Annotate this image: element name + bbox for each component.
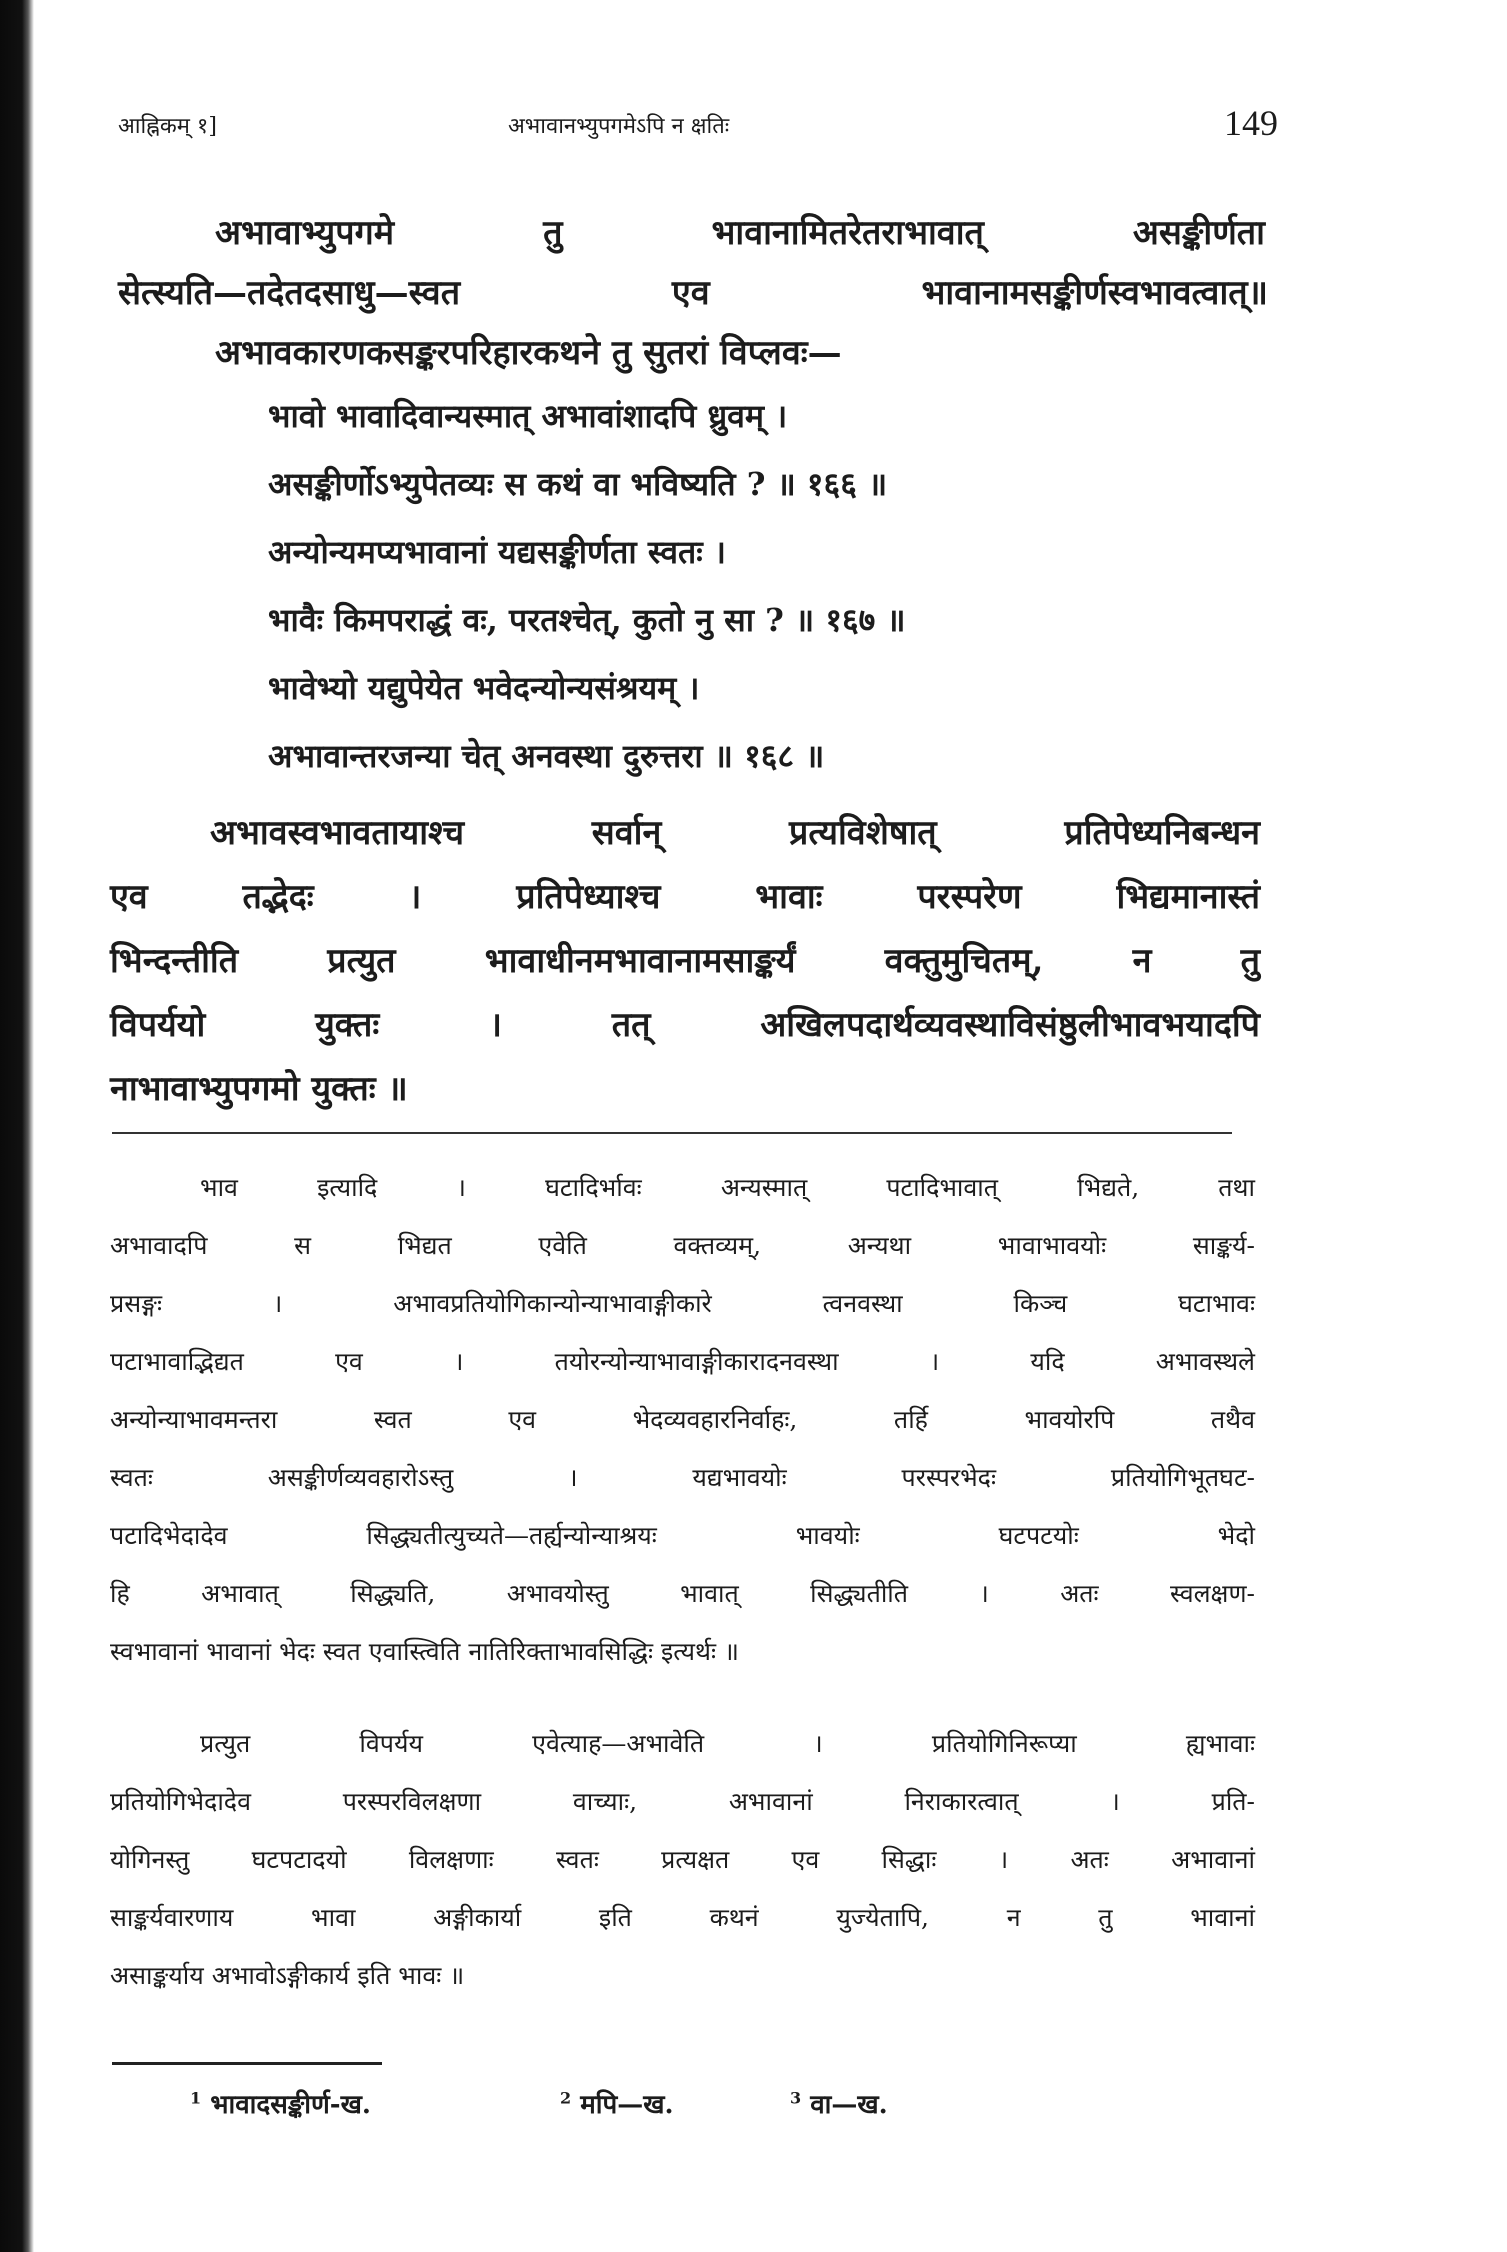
commentary-line: प्रसङ्गः । अभावप्रतियोगिकान्योन्याभावाङ्गीकारे त्वनवस्था किञ्च घटाभावः (110, 1289, 1255, 1318)
commentary-line: पटाभावाद्भिद्यत एव । तयोरन्योन्याभावाङ्गीकारादनवस्था । यदि अभावस्थले (110, 1347, 1255, 1376)
commentary-line: प्रतियोगिभेदादेव परस्परविलक्षणा वाच्याः, अभावानां निराकारत्वात् । प्रति- (110, 1787, 1255, 1816)
commentary-line: हि अभावात् सिद्ध्यति, अभावयोस्तु भावात् सिद्ध्यतीति । अतः स्वलक्षण- (110, 1579, 1255, 1608)
prose-line: अभावाभ्युपगमे तु भावानामितरेतराभावात् असङ्कीर्णता (215, 213, 1265, 253)
verse-line: असङ्कीर्णोऽभ्युपेतव्यः स कथं वा भविष्यति ? ॥ १६६ ॥ (268, 465, 888, 503)
running-header (118, 100, 1278, 150)
verse-line: अन्योन्यमप्यभावानां यद्यसङ्कीर्णता स्वतः । (268, 533, 727, 571)
footnotes (190, 2085, 990, 2125)
footnote (790, 2085, 888, 2121)
footnote (190, 2085, 371, 2121)
prose-line: सेत्स्यति—तदेतदसाधु—स्वत एव भावानामसङ्कीर्णस्वभावत्वात्॥ (118, 273, 1268, 313)
commentary-line: स्वभावानां भावानां भेदः स्वत एवास्त्विति नातिरिक्ताभावसिद्धिः इत्यर्थः ॥ (110, 1637, 739, 1666)
commentary-line: असाङ्कर्याय अभावोऽङ्गीकार्य इति भावः ॥ (110, 1961, 465, 1990)
commentary-line: साङ्कर्यवारणाय भावा अङ्गीकार्या इति कथनं युज्येतापि, न तु भावानां (110, 1903, 1255, 1932)
footnote-mark: 1 (190, 2088, 202, 2108)
prose-line: अभावस्वभावतायाश्च सर्वान् प्रत्यविशेषात् प्रतिपेध्यनिबन्धन (210, 813, 1260, 853)
footnote-mark: 3 (790, 2088, 802, 2108)
footnote (560, 2085, 674, 2121)
commentary-line: योगिनस्तु घटपटादयो विलक्षणाः स्वतः प्रत्यक्षत एव सिद्धाः । अतः अभावानां (110, 1845, 1255, 1874)
prose-line: विपर्ययो युक्तः । तत् अखिलपदार्थव्यवस्थाविसंष्ठुलीभावभयादपि (110, 1005, 1260, 1045)
verse-line: अभावान्तरजन्या चेत् अनवस्था दुरुत्तरा ॥ १६८ ॥ (268, 737, 825, 775)
header-chapter: आह्निकम् १] (118, 114, 217, 139)
header-title: अभावानभ्युपगमेऽपि न क्षतिः (508, 114, 730, 139)
commentary-line: भाव इत्यादि । घटादिर्भावः अन्यस्मात् पटादिभावात् भिद्यते, तथा (200, 1173, 1255, 1202)
commentary-line: पटादिभेदादेव सिद्ध्यतीत्युच्यते—तर्ह्यन्योन्याश्रयः भावयोः घटपटयोः भेदो (110, 1521, 1255, 1550)
commentary-line: स्वतः असङ्कीर्णव्यवहारोऽस्तु । यद्यभावयोः परस्परभेदः प्रतियोगिभूतघट- (110, 1463, 1255, 1492)
prose-line: अभावकारणकसङ्करपरिहारकथने तु सुतरां विप्लवः— (215, 333, 842, 373)
prose-line: भिन्दन्तीति प्रत्युत भावाधीनमभावानामसाङ्कर्यं वक्तुमुचितम्, न तु (110, 941, 1260, 981)
commentary-line: प्रत्युत विपर्यय एवेत्याह—अभावेति । प्रतियोगिनिरूप्या ह्यभावाः (200, 1729, 1255, 1758)
prose-line: नाभावाभ्युपगमो युक्तः ॥ (110, 1069, 408, 1109)
footnote-text: मपि—ख. (580, 2090, 674, 2120)
commentary-line: अभावादपि स भिद्यत एवेति वक्तव्यम्, अन्यथा भावाभावयोः साङ्कर्य- (110, 1231, 1255, 1260)
footnote-text: भावादसङ्कीर्ण-ख. (210, 2090, 371, 2120)
commentary-divider (112, 1132, 1232, 1134)
footnote-text: वा—ख. (810, 2090, 888, 2120)
page-number: 149 (1224, 103, 1278, 143)
verse-line: भावो भावादिवान्यस्मात् अभावांशादपि ध्रुवम् । (268, 397, 788, 435)
prose-line: एव तद्भेदः । प्रतिपेध्याश्च भावाः परस्परेण भिद्यमानास्तं (110, 877, 1260, 917)
scan-edge (0, 0, 34, 2252)
footnote-mark: 2 (560, 2088, 572, 2108)
commentary-line: अन्योन्याभावमन्तरा स्वत एव भेदव्यवहारनिर्वाहः, तर्हि भावयोरपि तथैव (110, 1405, 1255, 1434)
verse-line: भावेभ्यो यद्युपेयेत भवेदन्योन्यसंश्रयम् । (268, 669, 700, 707)
footnote-divider (112, 2062, 382, 2065)
verse-line: भावैः किमपराद्धं वः, परतश्चेत्, कुतो नु सा ? ॥ १६७ ॥ (268, 601, 906, 639)
